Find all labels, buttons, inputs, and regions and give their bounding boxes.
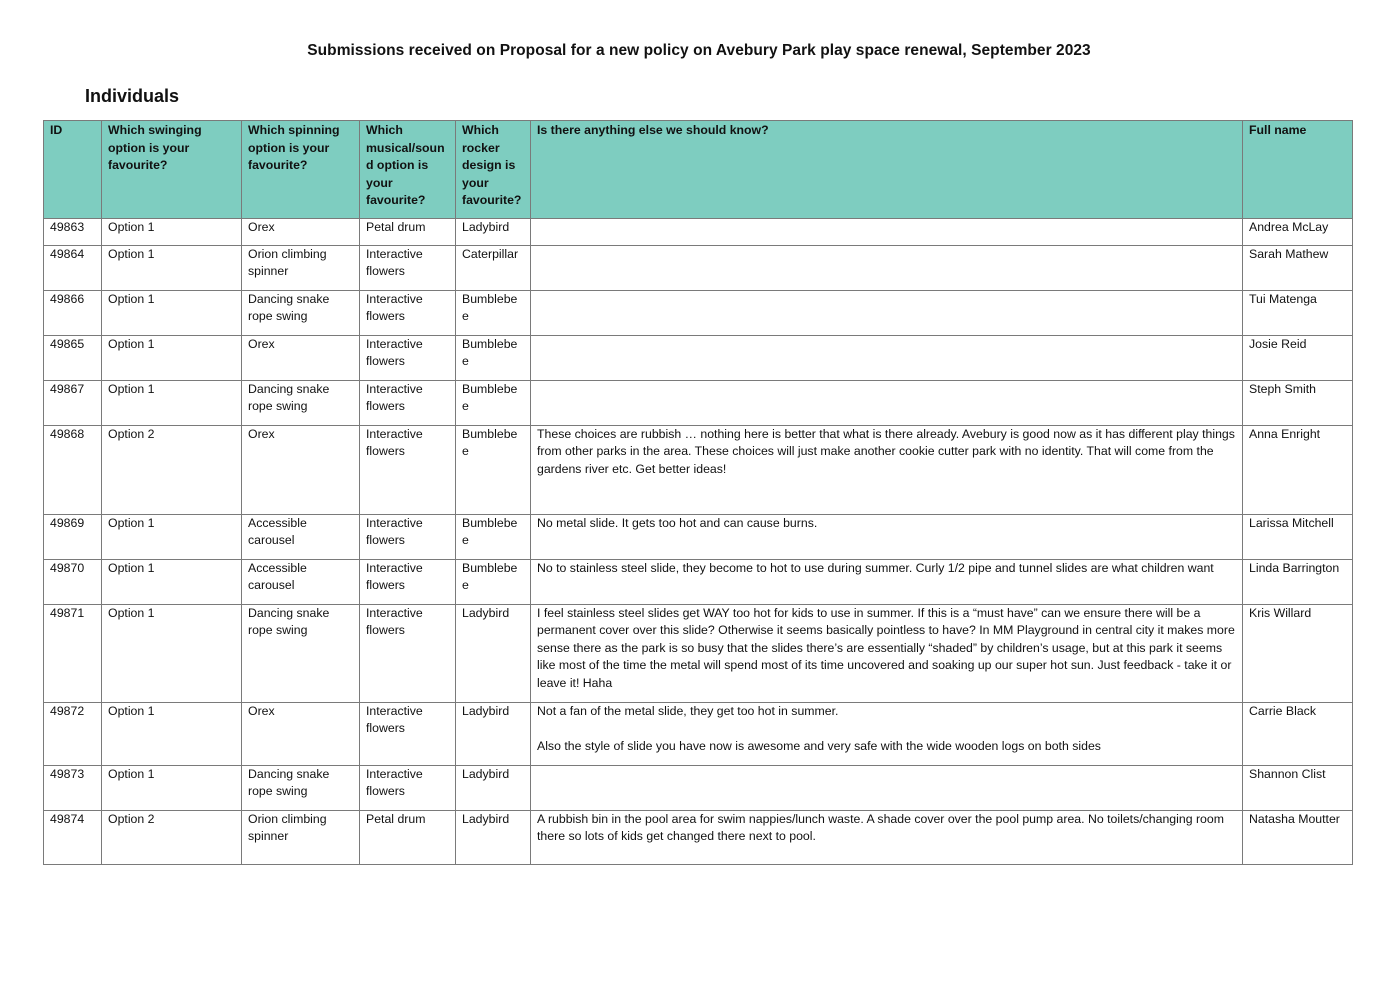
cell-musical-option: Interactive flowers (360, 335, 456, 380)
header-musical: Which musical/sound option is your favourite? (360, 121, 456, 219)
table-row (44, 218, 1353, 245)
table-row (44, 245, 1353, 290)
cell-id: 49867 (44, 380, 102, 425)
table-row (44, 290, 1353, 335)
table-row (44, 425, 1353, 514)
cell-id: 49873 (44, 765, 102, 810)
cell-spinning-option: Orex (242, 702, 360, 765)
cell-musical-option: Interactive flowers (360, 702, 456, 765)
cell-rocker-design: Caterpillar (456, 245, 531, 290)
cell-musical-option: Interactive flowers (360, 604, 456, 702)
cell-id: 49872 (44, 702, 102, 765)
cell-musical-option: Interactive flowers (360, 380, 456, 425)
table-row (44, 765, 1353, 810)
table-row (44, 514, 1353, 559)
table-row (44, 604, 1353, 702)
cell-swinging-option: Option 1 (102, 514, 242, 559)
header-id: ID (44, 121, 102, 219)
cell-comment (531, 604, 1243, 702)
cell-comment (531, 218, 1243, 245)
cell-comment (531, 559, 1243, 604)
cell-spinning-option: Accessible carousel (242, 514, 360, 559)
cell-full-name: Natasha Moutter (1243, 810, 1353, 864)
header-full-name: Full name (1243, 121, 1353, 219)
cell-full-name: Sarah Mathew (1243, 245, 1353, 290)
cell-swinging-option: Option 1 (102, 559, 242, 604)
comment-paragraph: No metal slide. It gets too hot and can cause burns. (537, 515, 818, 530)
comment-paragraph: These choices are rubbish … nothing here is better that what is there already. Avebury is good now as it has different play things from other parks in the area. These choices will just make another cookie cutter park with no identity. That will come from the gardens river etc. Get better ideas! (537, 426, 1235, 476)
cell-spinning-option: Dancing snake rope swing (242, 380, 360, 425)
cell-id: 49874 (44, 810, 102, 864)
cell-spinning-option: Orion climbing spinner (242, 245, 360, 290)
cell-rocker-design: Bumblebee (456, 335, 531, 380)
cell-musical-option: Interactive flowers (360, 514, 456, 559)
document-title: Submissions received on Proposal for a new policy on Avebury Park play space renewal, September 2023 (307, 42, 1091, 59)
header-spinning: Which spinning option is your favourite? (242, 121, 360, 219)
submissions-table (43, 120, 1353, 865)
cell-full-name: Carrie Black (1243, 702, 1353, 765)
cell-swinging-option: Option 1 (102, 335, 242, 380)
cell-comment (531, 514, 1243, 559)
cell-spinning-option: Orion climbing spinner (242, 810, 360, 864)
cell-full-name: Kris Willard (1243, 604, 1353, 702)
table-row (44, 559, 1353, 604)
cell-rocker-design: Bumblebee (456, 514, 531, 559)
header-rocker: Which rocker design is your favourite? (456, 121, 531, 219)
cell-comment (531, 335, 1243, 380)
cell-musical-option: Petal drum (360, 810, 456, 864)
cell-spinning-option: Accessible carousel (242, 559, 360, 604)
cell-id: 49869 (44, 514, 102, 559)
cell-id: 49871 (44, 604, 102, 702)
cell-id: 49868 (44, 425, 102, 514)
header-comment: Is there anything else we should know? (531, 121, 1243, 219)
comment-paragraph: I feel stainless steel slides get WAY too hot for kids to use in summer. If this is a “must have” can we ensure there will be a permanent cover over this slide? Otherwise it seems basically pointless to have? In MM Playground in central city it makes more sense there as the park is so busy that the slides there’s are essentially “shaded” by children’s usage, but at this park it seems like most of the time the metal will spend most of its time uncovered and soaking up our super hot sun. Just feedback - take it or leave it! Haha (537, 605, 1235, 690)
cell-full-name: Anna Enright (1243, 425, 1353, 514)
cell-swinging-option: Option 1 (102, 604, 242, 702)
cell-swinging-option: Option 1 (102, 765, 242, 810)
cell-swinging-option: Option 1 (102, 245, 242, 290)
cell-full-name: Andrea McLay (1243, 218, 1353, 245)
cell-rocker-design: Ladybird (456, 765, 531, 810)
cell-musical-option: Interactive flowers (360, 765, 456, 810)
cell-full-name: Josie Reid (1243, 335, 1353, 380)
cell-comment (531, 765, 1243, 810)
cell-id: 49866 (44, 290, 102, 335)
cell-swinging-option: Option 1 (102, 218, 242, 245)
header-swinging: Which swinging option is your favourite? (102, 121, 242, 219)
cell-spinning-option: Orex (242, 425, 360, 514)
cell-musical-option: Interactive flowers (360, 559, 456, 604)
cell-swinging-option: Option 2 (102, 810, 242, 864)
cell-spinning-option: Dancing snake rope swing (242, 290, 360, 335)
cell-rocker-design: Ladybird (456, 604, 531, 702)
cell-id: 49865 (44, 335, 102, 380)
comment-paragraph: No to stainless steel slide, they become to hot to use during summer. Curly 1/2 pipe and tunnel slides are what children want (537, 560, 1214, 575)
cell-rocker-design: Ladybird (456, 218, 531, 245)
cell-rocker-design: Bumblebee (456, 559, 531, 604)
cell-comment (531, 810, 1243, 864)
comment-paragraph: Not a fan of the metal slide, they get too hot in summer. (537, 703, 839, 718)
cell-full-name: Steph Smith (1243, 380, 1353, 425)
cell-swinging-option: Option 1 (102, 380, 242, 425)
cell-swinging-option: Option 1 (102, 702, 242, 765)
cell-rocker-design: Bumblebee (456, 425, 531, 514)
cell-rocker-design: Ladybird (456, 810, 531, 864)
cell-full-name: Linda Barrington (1243, 559, 1353, 604)
cell-comment (531, 702, 1243, 765)
cell-spinning-option: Orex (242, 335, 360, 380)
cell-id: 49864 (44, 245, 102, 290)
cell-musical-option: Petal drum (360, 218, 456, 245)
cell-comment (531, 245, 1243, 290)
cell-musical-option: Interactive flowers (360, 425, 456, 514)
cell-full-name: Tui Matenga (1243, 290, 1353, 335)
cell-spinning-option: Orex (242, 218, 360, 245)
cell-rocker-design: Bumblebee (456, 290, 531, 335)
comment-paragraph: A rubbish bin in the pool area for swim nappies/lunch waste. A shade cover over the pool pump area. No toilets/changing room there so lots of kids get changed there next to pool. (537, 811, 1224, 843)
cell-comment (531, 290, 1243, 335)
cell-full-name: Shannon Clist (1243, 765, 1353, 810)
cell-full-name: Larissa Mitchell (1243, 514, 1353, 559)
table-row (44, 702, 1353, 765)
section-heading: Individuals (85, 86, 180, 106)
cell-comment (531, 425, 1243, 514)
table-row (44, 380, 1353, 425)
cell-id: 49863 (44, 218, 102, 245)
header-row (44, 121, 1353, 219)
cell-swinging-option: Option 2 (102, 425, 242, 514)
cell-rocker-design: Bumblebee (456, 380, 531, 425)
cell-musical-option: Interactive flowers (360, 290, 456, 335)
cell-swinging-option: Option 1 (102, 290, 242, 335)
table-body (44, 218, 1353, 864)
cell-comment (531, 380, 1243, 425)
cell-spinning-option: Dancing snake rope swing (242, 604, 360, 702)
table-row (44, 335, 1353, 380)
cell-id: 49870 (44, 559, 102, 604)
table-row (44, 810, 1353, 864)
cell-spinning-option: Dancing snake rope swing (242, 765, 360, 810)
cell-musical-option: Interactive flowers (360, 245, 456, 290)
cell-rocker-design: Ladybird (456, 702, 531, 765)
comment-paragraph: Also the style of slide you have now is awesome and very safe with the wide wooden logs on both sides (537, 738, 1101, 753)
